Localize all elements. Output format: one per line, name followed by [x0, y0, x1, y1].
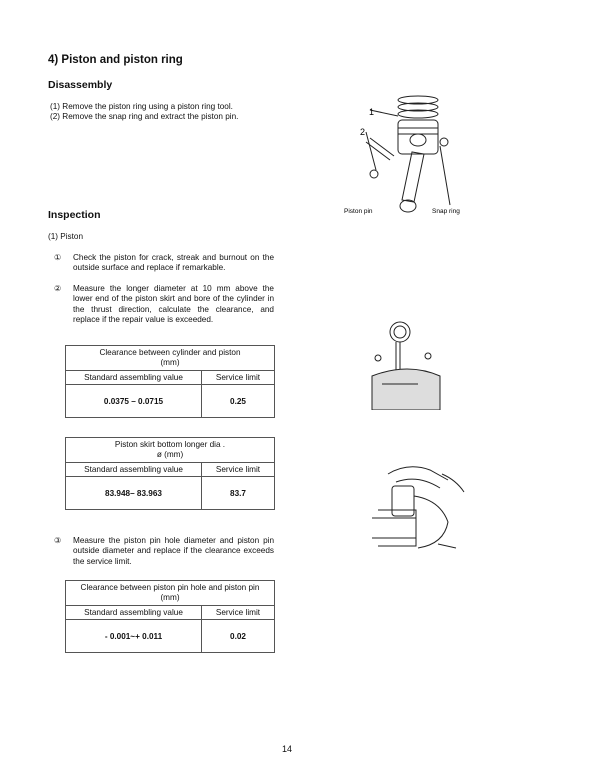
column-header: Standard assembling value [66, 371, 202, 385]
table-title: Clearance between cylinder and piston (mm) [66, 346, 275, 371]
disassembly-steps [50, 102, 238, 123]
callout-1: 1 [369, 107, 375, 117]
item-text: Check the piston for crack, streak and burnout on the outside surface and replace if remarkable. [73, 253, 274, 273]
standard-value: 0.0375 – 0.0715 [66, 385, 202, 418]
inspection-item [54, 536, 274, 567]
item-number: ② [54, 284, 62, 293]
label-piston-pin: Piston pin [344, 208, 373, 215]
callout-2: 2 [360, 127, 366, 137]
clearance-cylinder-piston-table [65, 345, 275, 418]
table-title: Clearance between piston pin hole and piston pin (mm) [66, 581, 275, 606]
column-header: Service limit [202, 463, 275, 477]
disassembly-step: (2) Remove the snap ring and extract the piston pin. [50, 112, 239, 122]
inspection-subheading: (1) Piston [48, 232, 84, 241]
standard-value: - 0.001~+ 0.011 [66, 620, 202, 653]
page-number: 14 [282, 744, 293, 754]
column-header: Standard assembling value [66, 463, 202, 477]
disassembly-heading: Disassembly [48, 79, 113, 91]
inspection-heading: Inspection [48, 209, 101, 221]
micrometer-piston-figure [368, 460, 468, 552]
bore-gauge-figure [368, 318, 448, 410]
service-limit-value: 83.7 [202, 477, 275, 510]
section-title: 4) Piston and piston ring [48, 54, 183, 66]
column-header: Service limit [202, 371, 275, 385]
inspection-item [54, 284, 274, 325]
piston-skirt-diameter-table [65, 437, 275, 510]
item-text: Measure the piston pin hole diameter and piston pin outside diameter and replace if the clearance exceeds the service limit. [73, 536, 274, 566]
label-snap-ring: Snap ring [432, 208, 460, 215]
disassembly-step: (1) Remove the piston ring using a piston ring tool. [50, 102, 233, 111]
piston-exploded-figure [340, 90, 480, 220]
service-limit-value: 0.25 [202, 385, 275, 418]
column-header: Standard assembling value [66, 606, 202, 620]
service-limit-value: 0.02 [202, 620, 275, 653]
item-number: ③ [54, 536, 62, 545]
item-number: ① [54, 253, 62, 262]
clearance-pin-hole-table [65, 580, 275, 653]
inspection-item [54, 253, 274, 274]
table-title: Piston skirt bottom longer dia . ø (mm) [66, 438, 275, 463]
standard-value: 83.948– 83.963 [66, 477, 202, 510]
item-text: Measure the longer diameter at 10 mm above the lower end of the piston skirt and bore of the cylinder in the thrust direction, calculate the clearance, and replace if the repair value is exceeded. [73, 284, 274, 324]
column-header: Service limit [202, 606, 275, 620]
